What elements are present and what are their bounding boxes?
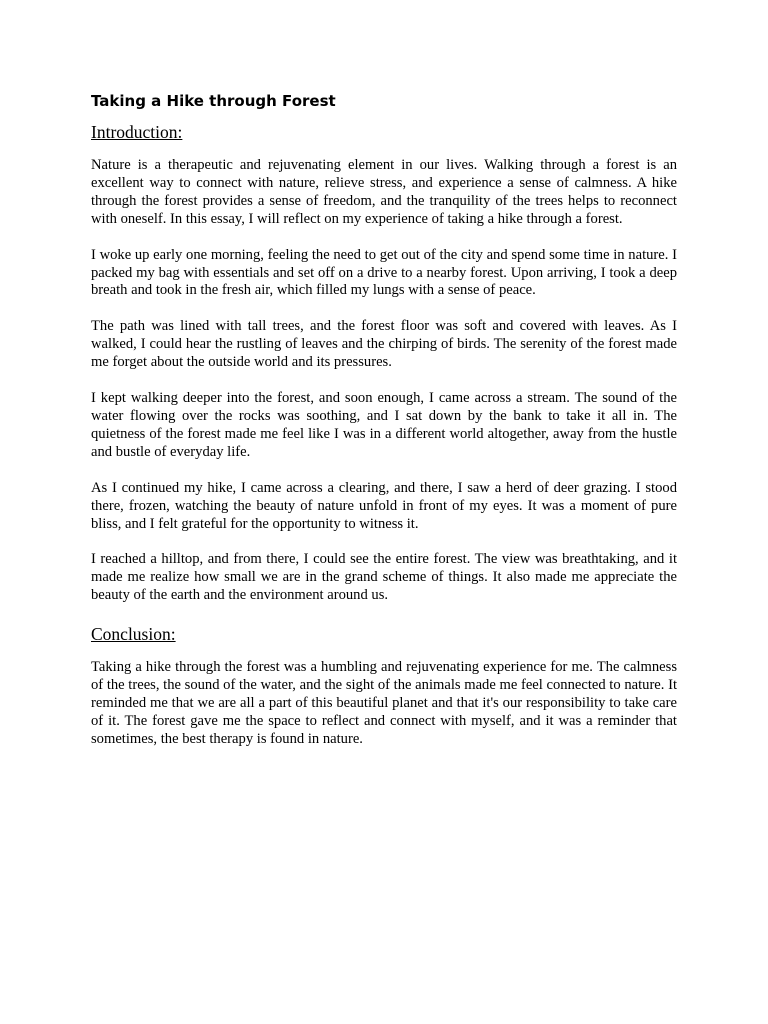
conclusion-paragraph: Taking a hike through the forest was a humbling and rejuvenating experience for me. The calmness of the trees, the sound of the water, and the sight of the animals made me feel connected to nature. It reminded me that we are all a part of this beautiful planet and that it's our responsibility to take care of it. The forest gave me the space to reflect and connect with myself, and it was a reminder that sometimes, the best therapy is found in nature. — [91, 659, 677, 747]
paragraph-2: I woke up early one morning, feeling the need to get out of the city and spend some time in nature. I packed my bag with essentials and set off on a drive to a nearby forest. Upon arriving, I took a deep breath and took in the fresh air, which filled my lungs with a sense of peace. — [91, 246, 677, 299]
paragraph-5: As I continued my hike, I came across a clearing, and there, I saw a herd of deer grazing. I stood there, frozen, watching the beauty of nature unfold in front of my eyes. It was a moment of pure bliss, and I felt grateful for the opportunity to witness it. — [91, 479, 677, 532]
introduction-heading: Introduction: — [91, 122, 183, 142]
paragraph-4: I kept walking deeper into the forest, and soon enough, I came across a stream. The sound of the water flowing over the rocks was soothing, and I sat down by the bank to take it all in. The quietness of the forest made me feel like I was in a different world altogether, away from the hustle and bustle of everyday life. — [91, 390, 677, 460]
document-title: Taking a Hike through Forest — [91, 92, 336, 110]
conclusion-heading: Conclusion: — [91, 624, 176, 645]
paragraph-1: Nature is a therapeutic and rejuvenating element in our lives. Walking through a forest is an excellent way to connect with nature, relieve stress, and experience a sense of calmness. A hike through the forest provides a sense of freedom, and the tranquility of the trees helps to reconnect with oneself. In this essay, I will reflect on my experience of taking a hike through a forest. — [91, 157, 677, 227]
paragraph-6: I reached a hilltop, and from there, I could see the entire forest. The view was breathtaking, and it made me realize how small we are in the grand scheme of things. It also made me appreciate the beauty of the earth and the environment around us. — [91, 551, 677, 604]
paragraph-3: The path was lined with tall trees, and the forest floor was soft and covered with leaves. As I walked, I could hear the rustling of leaves and the chirping of birds. The serenity of the forest made me forget about the outside world and its pressures. — [91, 318, 677, 371]
document-page — [91, 91, 677, 767]
